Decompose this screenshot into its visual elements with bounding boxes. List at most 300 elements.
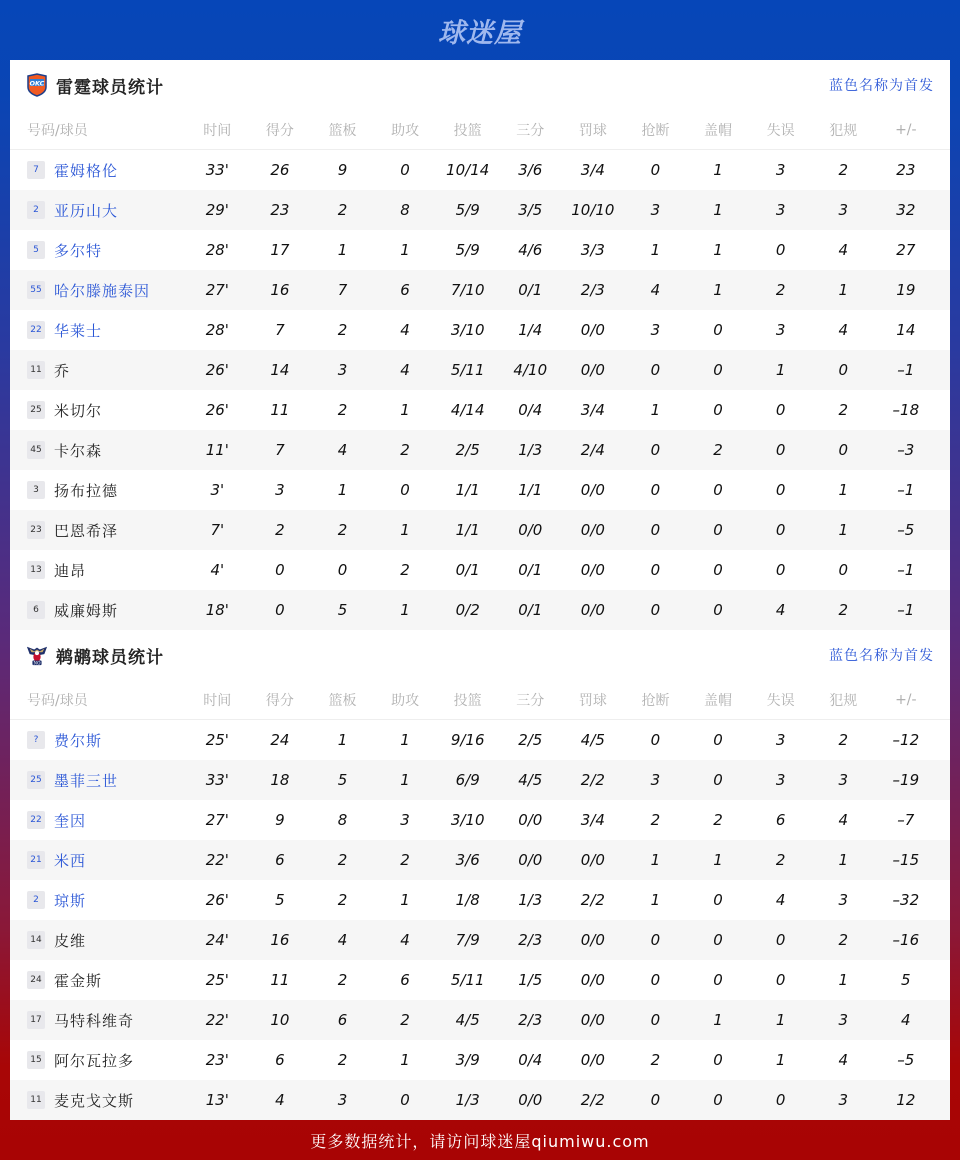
player-row[interactable] (10, 430, 950, 470)
stat-cell: 0/1 (518, 281, 543, 299)
stat-cell: 2 (838, 731, 848, 749)
stat-cell: –1 (897, 481, 915, 499)
stat-cell: 9 (337, 161, 348, 179)
jersey-number-badge: ? (27, 731, 45, 749)
stat-cell: –18 (892, 401, 920, 419)
player-row[interactable] (10, 190, 950, 230)
stat-cell: 1 (400, 601, 410, 619)
stat-cell: 7/10 (450, 281, 485, 299)
stat-cell: 4/6 (518, 241, 543, 259)
stat-cell: 3/3 (580, 241, 605, 259)
stat-cell: 1/8 (455, 891, 480, 909)
stat-cell: 4 (337, 441, 348, 459)
column-header: 得分 (265, 122, 294, 139)
column-header: +/- (895, 691, 917, 708)
stat-cell: 0/4 (518, 401, 543, 419)
column-header: +/- (895, 121, 917, 138)
stat-cell: 3 (337, 1091, 348, 1109)
stat-cell: 0/0 (518, 521, 543, 539)
stat-cell: 9 (275, 811, 285, 829)
column-header: 投篮 (453, 692, 482, 709)
stat-cell: 5 (337, 601, 348, 619)
stat-cell: 0 (713, 481, 723, 499)
player-name-link[interactable]: 米西 (54, 851, 87, 870)
stat-cell: 4 (838, 241, 848, 259)
stat-cell: 12 (896, 1091, 916, 1109)
column-header: 投篮 (453, 122, 482, 139)
stat-cell: 2 (838, 601, 848, 619)
stat-cell: 8 (337, 811, 348, 829)
stat-cell: 2 (400, 851, 410, 869)
player-name-link[interactable]: 哈尔滕施泰因 (54, 281, 151, 300)
stat-cell: 1 (713, 851, 723, 869)
stat-cell: 11' (205, 441, 229, 459)
stat-cell: 0 (713, 1051, 723, 1069)
column-header: 失误 (766, 692, 795, 709)
stat-cell: 7 (337, 281, 348, 299)
svg-text:OKC: OKC (29, 79, 45, 88)
stat-cell: 0 (713, 1091, 723, 1109)
player-name-link[interactable]: 奎因 (54, 811, 87, 830)
stat-cell: 22' (205, 851, 229, 869)
stat-cell: 0 (650, 931, 661, 949)
player-name-link[interactable]: 乔 (54, 361, 71, 380)
stat-cell: 2 (337, 971, 348, 989)
column-header: 罚球 (578, 692, 607, 709)
player-row[interactable] (10, 1000, 950, 1040)
stat-cell: 2/2 (580, 1091, 605, 1109)
player-name-link[interactable]: 巴恩希泽 (54, 521, 119, 540)
stat-cell: 0/1 (455, 561, 480, 579)
stat-cell: 27' (205, 811, 229, 829)
jersey-number-badge: 15 (27, 1051, 45, 1069)
jersey-number-badge: 7 (27, 161, 45, 179)
stat-cell: 7/9 (455, 931, 480, 949)
stat-cell: 3 (838, 1011, 848, 1029)
stat-cell: 2/4 (580, 441, 605, 459)
stat-cell: 1 (713, 201, 723, 219)
stat-cell: 1 (713, 161, 723, 179)
stat-cell: 5/9 (455, 241, 480, 259)
stat-cell: 0 (650, 971, 661, 989)
stat-cell: 2 (337, 321, 348, 339)
player-row[interactable] (10, 1040, 950, 1080)
stat-cell: –5 (897, 1051, 915, 1069)
jersey-number-badge: 21 (27, 851, 45, 869)
column-header: 助攻 (391, 692, 420, 709)
player-row[interactable] (10, 590, 950, 630)
stat-cell: 0 (275, 561, 285, 579)
stat-cell: 10 (270, 1011, 290, 1029)
stat-cell: 0 (713, 361, 723, 379)
stat-cell: 3 (775, 161, 786, 179)
stat-cell: 0 (650, 1011, 661, 1029)
footer-link[interactable]: 更多数据统计，请访问球迷屋qiumiwu.com (310, 1131, 650, 1151)
starter-legend: 蓝色名称为首发 (829, 648, 934, 664)
player-row[interactable] (10, 550, 950, 590)
stat-cell: 5/11 (450, 361, 485, 379)
stat-cell: 0 (713, 891, 723, 909)
stat-cell: 18 (270, 771, 290, 789)
stat-cell: 2/2 (580, 891, 605, 909)
stat-cell: 24' (205, 931, 229, 949)
stat-cell: 0/0 (580, 1051, 605, 1069)
stat-cell: 2/5 (518, 731, 543, 749)
player-name-link[interactable]: 皮维 (54, 931, 87, 950)
player-name-link[interactable]: 阿尔瓦拉多 (54, 1051, 135, 1070)
stat-cell: 2 (775, 851, 786, 869)
player-row[interactable] (10, 760, 950, 800)
brand-logo: 球迷屋 (438, 17, 522, 49)
stat-cell: 7' (210, 521, 225, 539)
stat-cell: 0/0 (518, 811, 543, 829)
stat-cell: 3 (838, 1091, 848, 1109)
stat-cell: 0/0 (580, 361, 605, 379)
stat-cell: 2 (838, 401, 848, 419)
player-cell (10, 560, 186, 581)
stat-cell: 4' (210, 561, 225, 579)
player-cell (10, 970, 186, 991)
stat-cell: 27 (896, 241, 916, 259)
stat-cell: 5 (275, 891, 285, 909)
column-header: 盖帽 (704, 692, 733, 709)
stat-cell: 3 (775, 731, 786, 749)
jersey-number-badge: 5 (27, 241, 45, 259)
stat-cell: 3/10 (450, 321, 485, 339)
player-name-link[interactable]: 霍姆格伦 (54, 161, 119, 180)
player-row[interactable] (10, 310, 950, 350)
player-row[interactable] (10, 840, 950, 880)
stat-cell: 1/3 (455, 1091, 480, 1109)
footer-banner (0, 1120, 960, 1160)
jersey-number-badge: 22 (27, 321, 45, 339)
stat-cell: 3 (337, 361, 348, 379)
player-cell (10, 730, 186, 751)
stat-cell: 1 (650, 401, 661, 419)
player-name-link[interactable]: 麦克戈文斯 (54, 1091, 135, 1110)
stat-cell: 2/5 (455, 441, 480, 459)
stat-cell: 0 (838, 441, 848, 459)
player-cell (10, 850, 186, 871)
player-cell (10, 930, 186, 951)
stat-cell: 0/0 (580, 971, 605, 989)
stat-cell: 2/3 (518, 1011, 543, 1029)
stat-cell: 23 (896, 161, 916, 179)
stat-cell: 0 (713, 561, 723, 579)
team-title-row (10, 60, 950, 110)
stat-cell: 3' (210, 481, 225, 499)
stat-cell: 2 (838, 161, 848, 179)
player-cell (10, 320, 186, 341)
stat-cell: –1 (897, 601, 915, 619)
column-header: 犯规 (829, 692, 858, 709)
stat-cell: 0 (775, 1091, 786, 1109)
jersey-number-badge: 2 (27, 201, 45, 219)
stat-cell: 0 (775, 401, 786, 419)
stat-cell: 0 (713, 771, 723, 789)
stat-cell: 10/14 (446, 161, 490, 179)
team-stats-title: 雷霆球员统计 (56, 77, 164, 98)
stat-cell: 3 (838, 891, 848, 909)
player-name-link[interactable]: 华莱士 (54, 321, 103, 340)
stat-cell: 3 (838, 201, 848, 219)
stat-cell: 28' (205, 241, 229, 259)
stat-cell: 2 (650, 1051, 661, 1069)
player-row[interactable] (10, 350, 950, 390)
player-name-link[interactable]: 扬布拉德 (54, 481, 119, 500)
stat-cell: 1 (400, 241, 410, 259)
stat-cell: 1 (838, 521, 848, 539)
jersey-number-badge: 14 (27, 931, 45, 949)
player-row[interactable] (10, 470, 950, 510)
stats-card (10, 60, 950, 1120)
stat-cell: 2 (400, 1011, 410, 1029)
player-row[interactable] (10, 270, 950, 310)
stat-cell: 0/0 (580, 481, 605, 499)
stat-cell: 16 (270, 931, 290, 949)
stat-cell: 2 (400, 441, 410, 459)
stat-cell: 1 (337, 241, 348, 259)
stat-cell: 0 (650, 601, 661, 619)
stat-cell: 2/2 (580, 771, 605, 789)
starter-legend: 蓝色名称为首发 (829, 78, 934, 94)
stat-cell: –1 (897, 361, 915, 379)
stat-cell: 1 (838, 971, 848, 989)
stat-cell: 26' (205, 361, 229, 379)
stat-cell: 0/0 (580, 851, 605, 869)
stat-cell: 0 (337, 561, 348, 579)
stat-cell: 6 (275, 1051, 285, 1069)
stat-cell: 0/0 (580, 601, 605, 619)
stat-cell: 11 (270, 971, 290, 989)
stat-cell: 2 (337, 1051, 348, 1069)
team-title-row (10, 630, 950, 680)
stat-cell: 1 (713, 281, 723, 299)
stat-cell: 0 (775, 971, 786, 989)
player-row[interactable] (10, 800, 950, 840)
stat-cell: 0 (713, 731, 723, 749)
jersey-number-badge: 11 (27, 1091, 45, 1109)
player-cell (10, 810, 186, 831)
stat-cell: 1/1 (455, 481, 480, 499)
section-title (26, 643, 164, 668)
stat-cell: 4 (400, 931, 410, 949)
stat-cell: 0 (650, 161, 661, 179)
stat-cell: 0 (775, 441, 786, 459)
stat-cell: 24 (270, 731, 290, 749)
stat-cell: 0 (713, 521, 723, 539)
stat-cell: 2/3 (518, 931, 543, 949)
stat-cell: 0 (713, 401, 723, 419)
player-cell (10, 440, 186, 461)
player-name-link[interactable]: 马特科维奇 (54, 1011, 135, 1030)
stat-cell: 1 (337, 481, 348, 499)
stat-cell: 3 (650, 771, 661, 789)
stat-cell: 2 (337, 201, 348, 219)
player-cell (10, 1010, 186, 1031)
stat-cell: 4 (775, 891, 786, 909)
player-row[interactable] (10, 920, 950, 960)
stat-cell: 3 (400, 811, 410, 829)
stat-cell: 0 (713, 971, 723, 989)
stat-cell: 1/3 (518, 891, 543, 909)
jersey-number-badge: 24 (27, 971, 45, 989)
stat-cell: 3/4 (580, 161, 605, 179)
stat-cell: 3/9 (455, 1051, 480, 1069)
stat-cell: 0 (838, 361, 848, 379)
stat-cell: 2 (650, 811, 661, 829)
stat-cell: 6/9 (455, 771, 480, 789)
stat-cell: 1/5 (518, 971, 543, 989)
stat-cell: –3 (897, 441, 915, 459)
stat-cell: 1 (838, 851, 848, 869)
column-header: 三分 (516, 692, 545, 709)
player-name-link[interactable]: 米切尔 (54, 401, 103, 420)
stat-cell: 1 (775, 1011, 786, 1029)
stat-cell: 7 (275, 441, 285, 459)
stat-cell: 4 (650, 281, 661, 299)
stat-cell: 0 (275, 601, 285, 619)
stat-cell: 3 (650, 321, 661, 339)
stat-cell: 5/9 (455, 201, 480, 219)
player-cell (10, 160, 186, 181)
stat-cell: –12 (892, 731, 920, 749)
player-cell (10, 1090, 186, 1111)
stat-cell: 5 (337, 771, 348, 789)
stat-cell: 25' (205, 971, 229, 989)
stat-cell: 0/0 (518, 1091, 543, 1109)
player-cell (10, 480, 186, 501)
player-name-link[interactable]: 琼斯 (54, 891, 87, 910)
player-name-link[interactable]: 费尔斯 (54, 731, 103, 750)
stat-cell: 0/0 (580, 521, 605, 539)
player-cell (10, 1050, 186, 1071)
section-title (26, 73, 164, 98)
stat-cell: 0/2 (455, 601, 480, 619)
stat-cell: 0 (400, 161, 410, 179)
player-name-link[interactable]: 多尔特 (54, 241, 103, 260)
stat-cell: –19 (892, 771, 920, 789)
stat-cell: 32 (896, 201, 916, 219)
player-row[interactable] (10, 880, 950, 920)
okc-thunder-logo-icon (26, 73, 48, 97)
stat-cell: 4 (901, 1011, 911, 1029)
player-cell (10, 770, 186, 791)
stat-cell: 1 (400, 891, 410, 909)
player-row[interactable] (10, 960, 950, 1000)
stat-cell: 4 (400, 361, 410, 379)
stat-cell: 10/10 (571, 201, 615, 219)
stat-cell: 2 (337, 401, 348, 419)
player-cell (10, 360, 186, 381)
stat-cell: 1 (400, 771, 410, 789)
stat-cell: 2 (713, 811, 723, 829)
jersey-number-badge: 11 (27, 361, 45, 379)
player-row[interactable] (10, 720, 950, 760)
player-row[interactable] (10, 230, 950, 270)
stat-cell: 3/6 (455, 851, 480, 869)
stat-cell: 13' (205, 1091, 229, 1109)
table-header (10, 680, 950, 720)
player-name-link[interactable]: 墨菲三世 (54, 771, 119, 790)
stat-cell: 4/10 (513, 361, 548, 379)
stat-cell: 19 (896, 281, 916, 299)
column-header: 三分 (516, 122, 545, 139)
player-cell (10, 400, 186, 421)
stat-cell: 14 (896, 321, 916, 339)
player-row[interactable] (10, 510, 950, 550)
stat-cell: 0 (400, 1091, 410, 1109)
column-header: 抢断 (641, 692, 670, 709)
jersey-number-badge: 3 (27, 481, 45, 499)
stat-cell: 9/16 (450, 731, 485, 749)
stat-cell: 0 (713, 601, 723, 619)
stat-cell: 3 (775, 771, 786, 789)
column-header-player: 号码/球员 (27, 692, 88, 709)
stat-cell: 0/0 (580, 1011, 605, 1029)
stat-cell: 0/1 (518, 561, 543, 579)
stat-cell: 0 (650, 521, 661, 539)
stat-cell: 18' (205, 601, 229, 619)
stat-cell: 0 (400, 481, 410, 499)
stat-cell: 8 (400, 201, 410, 219)
player-name-link[interactable]: 卡尔森 (54, 441, 103, 460)
stat-cell: 4/5 (518, 771, 543, 789)
player-name-link[interactable]: 迪昂 (54, 561, 87, 580)
player-name-link[interactable]: 亚历山大 (54, 201, 119, 220)
player-name-link[interactable]: 霍金斯 (54, 971, 103, 990)
stat-cell: 1 (400, 521, 410, 539)
stat-cell: 0 (650, 561, 661, 579)
column-header: 篮板 (328, 692, 357, 709)
stat-cell: –15 (892, 851, 920, 869)
stat-cell: 33' (205, 771, 229, 789)
stat-cell: 5/11 (450, 971, 485, 989)
column-header: 犯规 (829, 122, 858, 139)
stat-cell: 2 (337, 891, 348, 909)
player-row[interactable] (10, 1080, 950, 1120)
player-row[interactable] (10, 150, 950, 190)
stat-cell: 0 (713, 931, 723, 949)
column-header: 失误 (766, 122, 795, 139)
stat-cell: 23' (205, 1051, 229, 1069)
stat-cell: 3 (775, 201, 786, 219)
stat-cell: 1 (838, 481, 848, 499)
stat-cell: 4 (337, 931, 348, 949)
stat-cell: 1/3 (518, 441, 543, 459)
stat-cell: 3 (838, 771, 848, 789)
stat-cell: –5 (897, 521, 915, 539)
player-row[interactable] (10, 390, 950, 430)
stat-cell: 0 (650, 731, 661, 749)
jersey-number-badge: 13 (27, 561, 45, 579)
stat-cell: 33' (205, 161, 229, 179)
player-cell (10, 280, 186, 301)
stat-cell: 4 (838, 321, 848, 339)
stat-cell: 0 (838, 561, 848, 579)
jersey-number-badge: 25 (27, 401, 45, 419)
stat-cell: 25' (205, 731, 229, 749)
player-name-link[interactable]: 威廉姆斯 (54, 601, 119, 620)
stat-cell: 4 (838, 811, 848, 829)
stat-cell: 1 (400, 731, 410, 749)
stat-cell: 0/0 (580, 321, 605, 339)
stat-cell: 1 (400, 401, 410, 419)
stat-cell: 28' (205, 321, 229, 339)
stat-cell: 26' (205, 891, 229, 909)
svg-text:NO: NO (33, 660, 41, 666)
stat-cell: 4/5 (455, 1011, 480, 1029)
